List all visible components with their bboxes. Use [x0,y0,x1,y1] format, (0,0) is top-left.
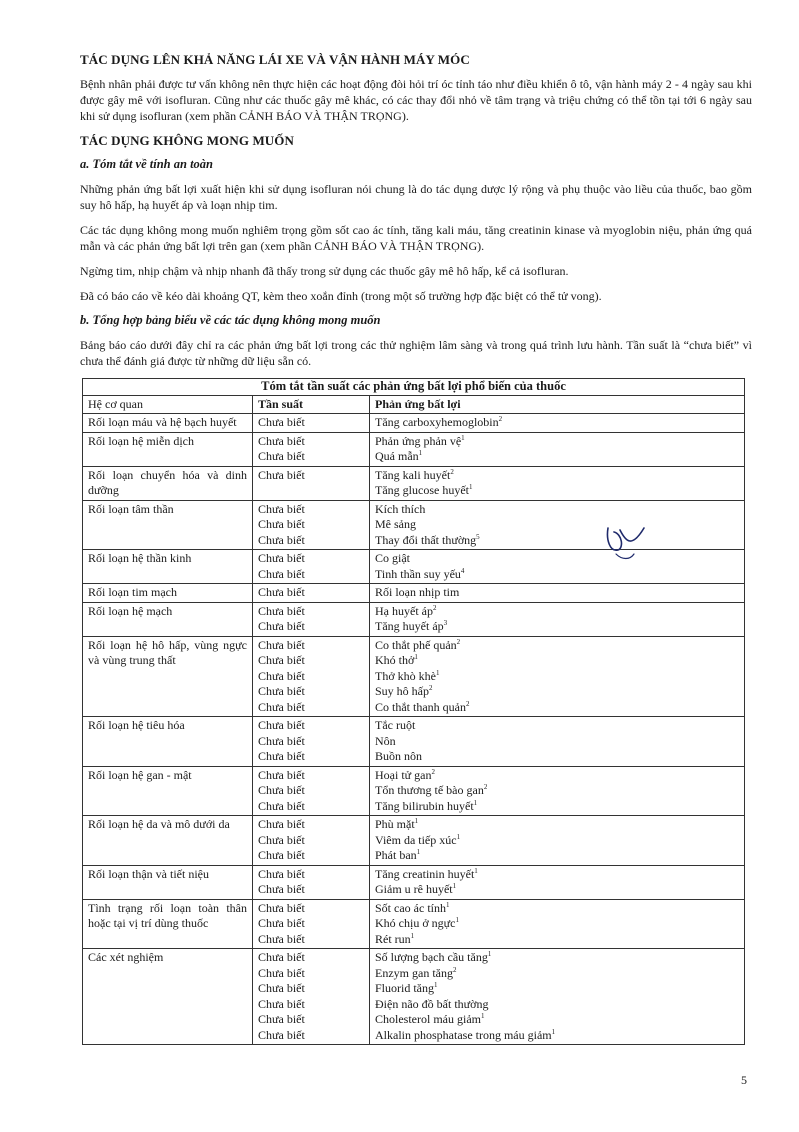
footnote-ref: 1 [414,817,419,825]
table-title: Tóm tắt tần suất các phản ứng bất lợi phổ biến của thuốc [83,379,745,396]
reaction-cell [370,500,745,550]
frequency-cell [253,466,370,500]
footnote-ref: 1 [474,866,478,875]
frequency-value: Chưa biết [258,733,305,748]
table-row [83,636,745,717]
footnote-ref: 1 [480,1012,485,1020]
reaction-item [375,882,739,898]
frequency-value: Chưa biết [258,900,305,915]
footnote-ref: 2 [431,767,435,776]
table-row [83,414,745,433]
reaction-cell [370,414,745,433]
table-row [83,584,745,603]
organ-system-cell: Rối loạn hệ da và mô dưới da [83,816,253,866]
reaction-cell [370,717,745,767]
header-organ: Hệ cơ quan [83,395,253,414]
organ-system-cell: Rối loạn hệ hô hấp, vùng ngực và vùng trung thất [83,636,253,717]
frequency-value: Chưa biết [258,449,305,463]
reaction-cell [370,766,745,816]
reaction-text: Phản ứng phản vệ [375,433,462,448]
footnote-ref: 5 [476,532,480,541]
table-row [83,816,745,866]
footnote-ref: 2 [452,965,457,974]
frequency-cell [253,816,370,866]
organ-system-cell: Rối loạn tâm thần [83,500,253,550]
table-body [83,414,745,1045]
frequency-value: Chưa biết [258,866,305,881]
reaction-item [375,502,739,518]
reaction-item [375,997,739,1013]
reaction-text: Enzym gan tăng [375,965,453,980]
reaction-item [375,483,739,499]
footnote-ref: 1 [487,950,492,958]
reaction-text: Số lượng bạch cầu tăng [375,950,488,964]
reaction-text: Sốt cao ác tính [375,900,446,915]
table-row [83,865,745,899]
reaction-item [375,848,739,864]
reaction-item [375,684,739,700]
reaction-text: Tăng carboxyhemoglobin [375,415,499,429]
reaction-item [375,551,739,567]
footnote-ref: 2 [483,783,488,791]
footnote-ref: 2 [429,684,433,692]
frequency-value: Chưa biết [258,566,305,581]
reaction-cell [370,602,745,636]
reaction-text: Thay đổi thất thường [375,532,477,547]
footnote-ref: 1 [461,433,465,442]
frequency-value: Chưa biết [258,718,305,732]
frequency-value: Chưa biết [258,981,305,995]
reaction-text: Co thắt phế quản [375,637,457,652]
frequency-value: Chưa biết [258,603,305,618]
frequency-cell [253,550,370,584]
frequency-cell [253,717,370,767]
reaction-text: Buồn nôn [375,749,423,763]
table-row [83,717,745,767]
reaction-item [375,653,739,669]
footnote-ref: 2 [432,603,437,612]
reaction-item [375,867,739,883]
frequency-value: Chưa biết [258,501,305,516]
reaction-item [375,833,739,849]
reaction-item [375,950,739,966]
reaction-text: Mê sảng [375,517,416,531]
reaction-cell [370,949,745,1045]
frequency-value: Chưa biết [258,931,305,946]
footnote-ref: 2 [450,467,454,476]
reaction-item [375,669,739,685]
reaction-text: Co giật [375,551,410,565]
footnote-ref: 1 [434,981,438,989]
reaction-text: Quá mẫn [375,449,419,463]
reaction-text: Hoại tử gan [375,767,432,782]
reaction-text: Tăng bilirubin huyết [375,798,474,813]
reaction-text: Alkalin phosphatase trong máu giảm [375,1027,552,1042]
frequency-value: Chưa biết [258,767,305,782]
footnote-ref: 1 [452,882,457,890]
table-row [83,602,745,636]
reaction-cell [370,865,745,899]
footnote-ref: 2 [465,699,470,708]
reaction-item [375,718,739,734]
reaction-text: Tổn thương tế bào gan [375,783,484,797]
reaction-item [375,619,739,635]
footnote-ref: 1 [455,916,460,924]
footnote-ref: 1 [436,668,440,677]
frequency-value: Chưa biết [258,517,305,531]
reaction-text: Phát ban [375,848,417,862]
reaction-cell [370,636,745,717]
frequency-value: Chưa biết [258,950,305,964]
reaction-item [375,783,739,799]
handwritten-initials [596,520,656,564]
table-row [83,766,745,816]
frequency-value: Chưa biết [258,653,305,667]
reaction-item [375,817,739,833]
organ-system-cell: Rối loạn máu và hệ bạch huyết [83,414,253,433]
reaction-item [375,434,739,450]
reaction-cell [370,816,745,866]
subheading-b: b. Tổng hợp bảng biểu về các tác dụng không mong muốn [80,313,381,327]
reaction-item [375,533,739,549]
frequency-value: Chưa biết [258,817,305,831]
reaction-cell [370,432,745,466]
frequency-value: Chưa biết [258,619,305,633]
reaction-cell [370,899,745,949]
organ-system-cell: Rối loạn hệ mạch [83,602,253,636]
reaction-text: Co thắt thanh quản [375,699,466,714]
reaction-text: Tăng creatinin huyết [375,866,475,881]
reaction-text: Rét run [375,931,411,946]
frequency-cell [253,766,370,816]
frequency-value: Chưa biết [258,848,305,862]
reaction-text: Nôn [375,733,396,748]
table-intro: Bảng báo cáo dưới đây chỉ ra các phản ứng bất lợi trong các thử nghiệm lâm sàng và trong quá trình lưu hành. Tần suất là “chưa biết” vì chưa thể đánh giá được từ những dữ liệu sẵn có. [80,338,752,368]
frequency-value: Chưa biết [258,832,305,847]
frequency-cell [253,602,370,636]
frequency-value: Chưa biết [258,668,305,683]
reaction-text: Điện não đồ bất thường [375,996,489,1011]
frequency-value: Chưa biết [258,1012,305,1026]
reaction-cell [370,466,745,500]
frequency-cell [253,865,370,899]
footnote-ref: 2 [498,415,503,423]
frequency-value: Chưa biết [258,798,305,813]
frequency-value: Chưa biết [258,699,305,714]
reaction-item [375,517,739,533]
reaction-text: Giảm u rê huyết [375,882,453,896]
table-row [83,949,745,1045]
footnote-ref: 1 [473,798,478,807]
reaction-text: Kích thích [375,501,426,516]
reaction-text: Tăng kali huyết [375,467,451,482]
reaction-item [375,449,739,465]
frequency-cell [253,949,370,1045]
frequency-value: Chưa biết [258,585,305,599]
reaction-item [375,567,739,583]
frequency-value: Chưa biết [258,882,305,896]
reaction-item [375,932,739,948]
reaction-text: Khó chịu ở ngực [375,916,456,930]
safety-para-2: Các tác dụng không mong muốn nghiêm trọng gồm sốt cao ác tính, tăng kali máu, tăng creatinin kinase và myoglobin niệu, phản ứng quá mẫn và các phản ứng bất lợi trên gan (xem phần CẢNH BÁO VÀ THẬN TRỌNG). [80,223,752,253]
table-row [83,432,745,466]
footnote-ref: 1 [456,832,461,841]
frequency-value: Chưa biết [258,783,305,797]
frequency-value: Chưa biết [258,551,305,565]
subheading-a: a. Tóm tắt về tính an toàn [80,157,214,171]
frequency-value: Chưa biết [258,1027,305,1042]
frequency-value: Chưa biết [258,532,305,547]
organ-system-cell: Rối loạn hệ tiêu hóa [83,717,253,767]
footnote-ref: 1 [445,900,450,909]
frequency-cell [253,636,370,717]
reaction-text: Fluorid tăng [375,981,434,995]
frequency-cell [253,432,370,466]
footnote-ref: 2 [456,637,461,646]
page-number: 5 [741,1073,747,1087]
reaction-item [375,901,739,917]
safety-para-1: Những phản ứng bất lợi xuất hiện khi sử dụng isofluran nói chung là do tác dụng dược lý rộng và phụ thuộc vào liều của thuốc, bao gồm suy hô hấp, hạ huyết áp và loạn nhịp tim. [80,182,752,212]
adverse-reactions-table [82,378,745,1045]
frequency-value: Chưa biết [258,415,305,429]
reaction-text: Phù mặt [375,817,415,831]
reaction-item [375,916,739,932]
reaction-item [375,981,739,997]
table-row [83,899,745,949]
reaction-item [375,1012,739,1028]
reaction-text: Rối loạn nhịp tim [375,585,460,599]
frequency-value: Chưa biết [258,433,305,448]
reaction-item [375,604,739,620]
reaction-item [375,734,739,750]
frequency-value: Chưa biết [258,467,305,482]
reaction-cell [370,584,745,603]
frequency-value: Chưa biết [258,916,305,930]
header-reaction: Phản ứng bất lợi [370,395,745,414]
frequency-value [258,483,364,499]
footnote-ref: 1 [418,449,423,457]
reaction-text: Hạ huyết áp [375,603,433,618]
reaction-text: Thở khò khè [375,668,437,683]
driving-text: Bệnh nhân phải được tư vấn không nên thực hiện các hoạt động đòi hỏi trí óc tỉnh táo như điều khiển ô tô, vận hành máy 2 - 4 ngày sau khi được gây mê với isofluran. Cũng như các thuốc gây mê khác, có các thay đổi nhỏ về tâm trạng và triệu chứng có thể tồn tại tới 6 ngày sau khi sử dụng isofluran (xem phần CẢNH BÁO VÀ THẬN TRỌNG). [80,77,752,123]
organ-system-cell: Rối loạn hệ thần kinh [83,550,253,584]
organ-system-cell: Rối loạn tim mạch [83,584,253,603]
footnote-ref: 3 [443,619,448,627]
reaction-text: Tinh thần suy yếu [375,566,461,581]
reaction-text: Cholesterol máu giảm [375,1012,481,1026]
header-frequency: Tần suất [253,395,370,414]
frequency-cell [253,584,370,603]
frequency-value: Chưa biết [258,684,305,698]
footnote-ref: 1 [551,1027,556,1036]
reaction-item [375,700,739,716]
reaction-text: Tăng huyết áp [375,619,444,633]
reaction-item [375,799,739,815]
frequency-value: Chưa biết [258,996,305,1011]
safety-para-4: Đã có báo cáo về kéo dài khoảng QT, kèm theo xoắn đỉnh (trong một số trường hợp đặc biệt có thể tử vong). [80,289,602,303]
adverse-reactions-table-wrap [82,378,744,1045]
frequency-value: Chưa biết [258,965,305,980]
reaction-item [375,768,739,784]
reaction-item [375,749,739,765]
frequency-value: Chưa biết [258,637,305,652]
frequency-value: Chưa biết [258,749,305,763]
organ-system-cell: Rối loạn thận và tiết niệu [83,865,253,899]
reaction-cell [370,550,745,584]
reaction-text: Viêm da tiếp xúc [375,832,457,847]
frequency-cell [253,500,370,550]
reaction-text: Suy hô hấp [375,684,429,698]
footnote-ref: 1 [414,653,418,661]
safety-para-3: Ngừng tim, nhịp chậm và nhịp nhanh đã thấy trong sử dụng các thuốc gây mê hô hấp, kể cả isofluran. [80,264,569,278]
organ-system-cell: Rối loạn chuyển hóa và dinh dưỡng [83,466,253,500]
reaction-item [375,468,739,484]
reaction-item [375,1028,739,1044]
table-row [83,466,745,500]
footnote-ref: 4 [460,566,465,575]
reaction-item [375,966,739,982]
organ-system-cell: Các xét nghiệm [83,949,253,1045]
reaction-text: Khó thở [375,653,415,667]
organ-system-cell: Tình trạng rối loạn toàn thân hoặc tại vị trí dùng thuốc [83,899,253,949]
organ-system-cell: Rối loạn hệ miễn dịch [83,432,253,466]
frequency-cell [253,414,370,433]
organ-system-cell: Rối loạn hệ gan - mật [83,766,253,816]
footnote-ref: 1 [468,483,473,491]
adverse-heading: TÁC DỤNG KHÔNG MONG MUỐN [80,133,294,148]
frequency-cell [253,899,370,949]
reaction-item [375,585,739,601]
driving-heading: TÁC DỤNG LÊN KHẢ NĂNG LÁI XE VÀ VẬN HÀNH MÁY MÓC [80,52,470,67]
reaction-item [375,638,739,654]
reaction-text: Tăng glucose huyết [375,483,469,497]
footnote-ref: 1 [410,931,415,940]
footnote-ref: 1 [416,848,421,856]
reaction-item [375,415,739,431]
reaction-text: Tắc ruột [375,718,416,732]
